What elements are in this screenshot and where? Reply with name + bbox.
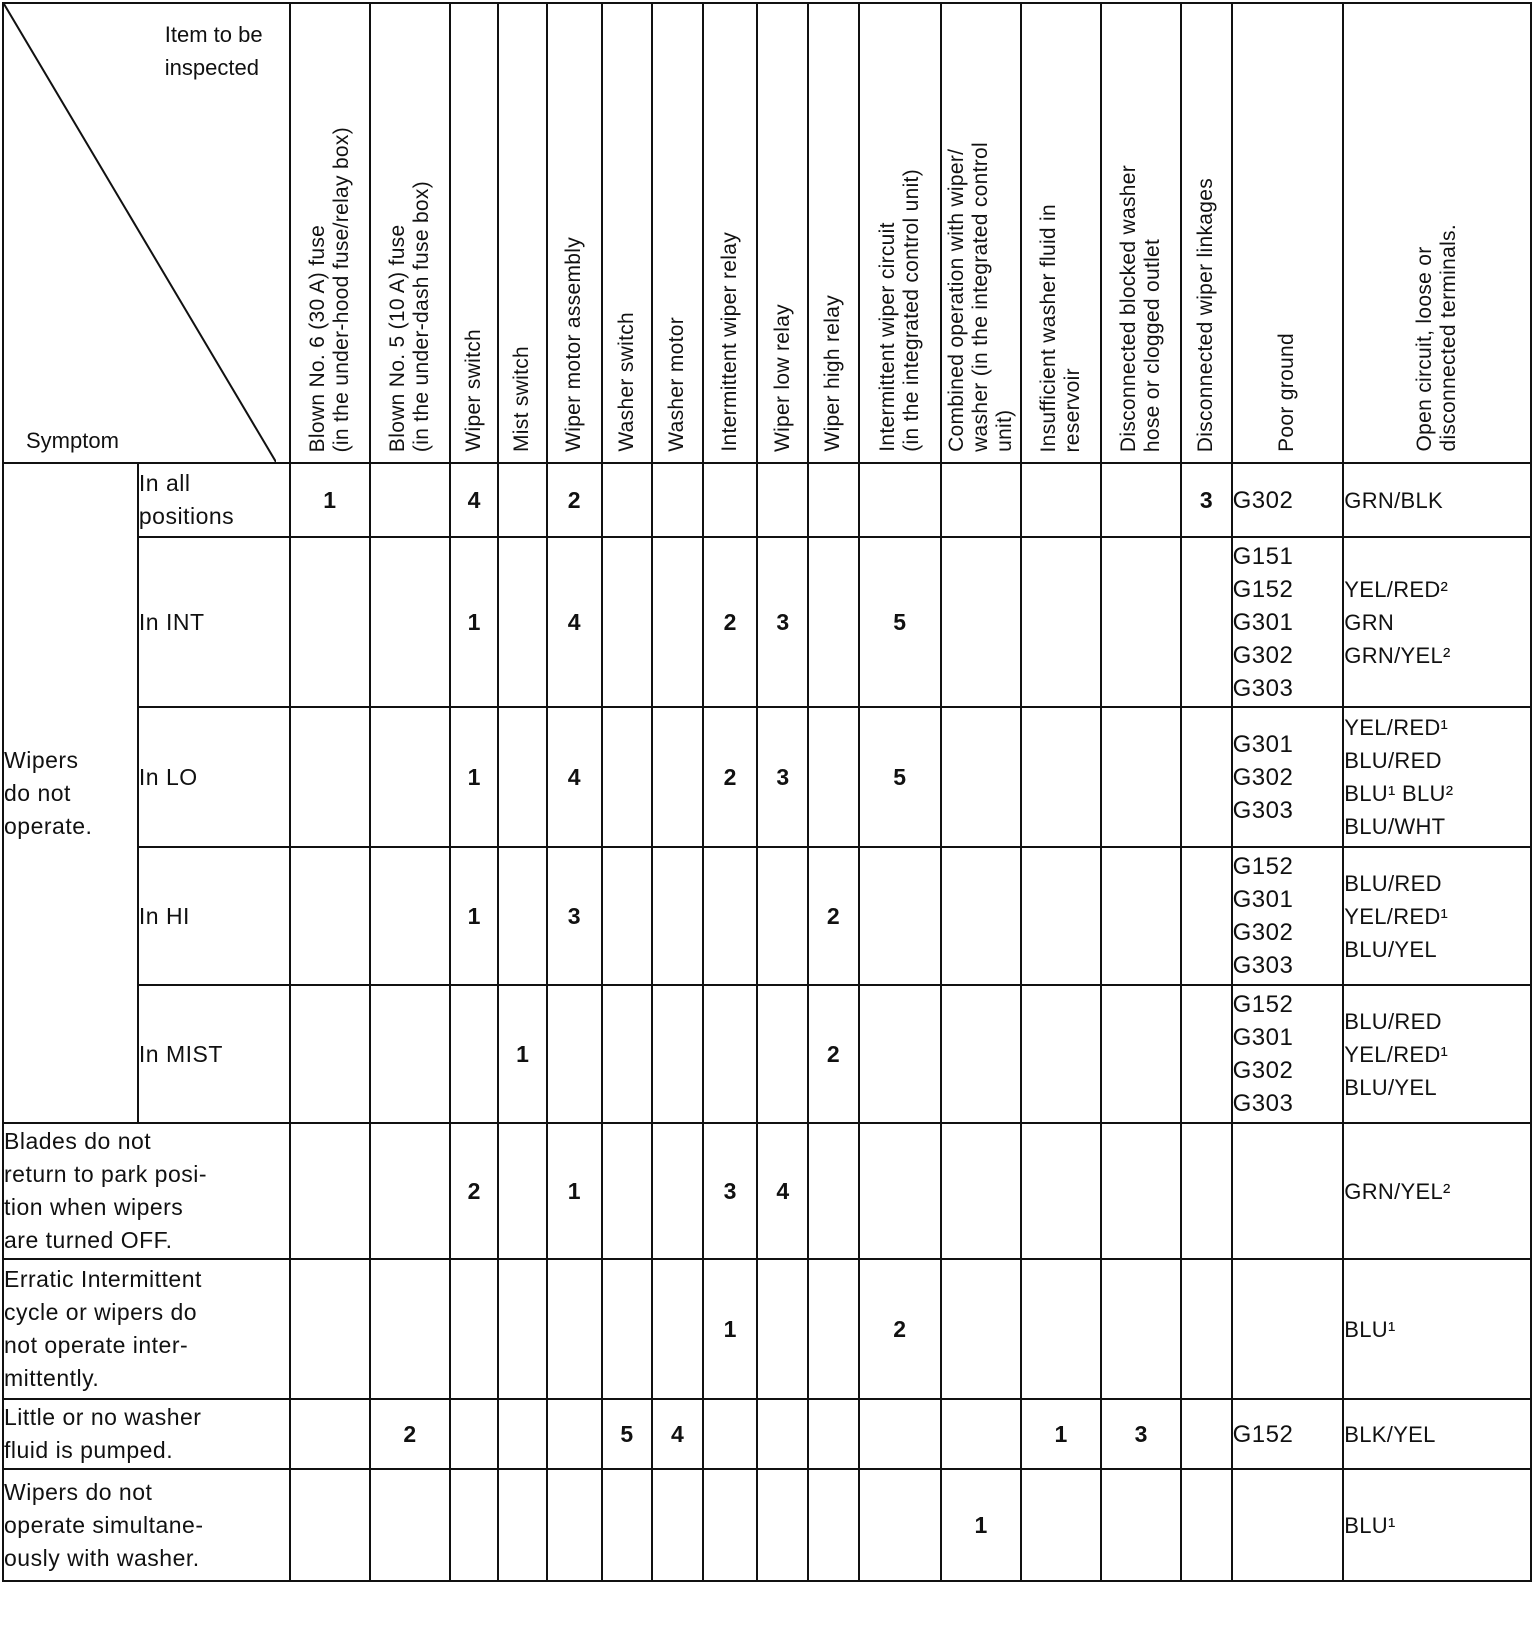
text-line: G152 <box>1232 853 1294 880</box>
text-line: BLK/YEL <box>1344 1421 1436 1447</box>
priority-cell <box>941 985 1021 1123</box>
poor-ground-cell <box>1232 985 1344 1123</box>
text-line: G301 <box>1232 886 1294 913</box>
priority-cell: 4 <box>757 1123 808 1259</box>
text-line: Blades do not <box>4 1128 152 1154</box>
text-line: Erratic Intermittent <box>4 1266 202 1292</box>
text-line: G303 <box>1232 1090 1294 1117</box>
priority-cell <box>1101 537 1181 707</box>
priority-cell <box>602 537 653 707</box>
text-line: G302 <box>1232 641 1294 669</box>
column-header-text: Blown No. 6 (30 A) fuse (in the under-hood fuse/relay box) <box>305 126 353 452</box>
priority-cell: 2 <box>370 1399 450 1469</box>
priority-cell <box>547 1469 602 1581</box>
poor-ground-cell <box>1232 463 1344 537</box>
priority-cell <box>1101 985 1181 1123</box>
poor-ground-cell <box>1232 847 1344 985</box>
priority-cell <box>859 985 941 1123</box>
priority-cell <box>1101 1259 1181 1399</box>
terminal-wires-cell <box>1343 985 1531 1123</box>
priority-cell <box>757 1399 808 1469</box>
column-header-wrap <box>603 4 652 462</box>
column-header-washer-motor <box>652 3 703 463</box>
priority-cell <box>602 985 653 1123</box>
priority-cell <box>703 985 758 1123</box>
priority-cell: 2 <box>703 707 758 847</box>
priority-cell: 1 <box>1021 1399 1101 1469</box>
priority-cell: 3 <box>1181 463 1232 537</box>
priority-cell <box>602 707 653 847</box>
column-header-text: Intermittent wiper circuit (in the integrated control unit) <box>875 169 923 452</box>
priority-cell <box>370 1259 450 1399</box>
text-line: return to park posi- <box>4 1161 208 1187</box>
priority-cell <box>498 1469 546 1581</box>
troubleshooting-table <box>2 2 1532 1582</box>
priority-cell <box>652 985 703 1123</box>
priority-cell <box>941 463 1021 537</box>
column-header-wrap <box>291 4 369 462</box>
symptom-label-blades-do-not-return-to-park-posi-tion-w <box>3 1123 290 1259</box>
priority-cell <box>290 537 370 707</box>
priority-cell <box>290 707 370 847</box>
text-line: Wipers <box>4 746 79 773</box>
priority-cell <box>941 847 1021 985</box>
priority-cell <box>652 1259 703 1399</box>
text-line: G302 <box>1232 919 1294 946</box>
priority-cell <box>1181 985 1232 1123</box>
text-line: G151 <box>1232 542 1294 570</box>
priority-cell <box>808 537 859 707</box>
text-line: In HI <box>138 902 190 929</box>
column-header-text: Mist switch <box>510 346 534 452</box>
symptom-label-in-int <box>138 537 290 707</box>
priority-cell <box>1181 1399 1232 1469</box>
priority-cell <box>547 1259 602 1399</box>
priority-cell: 1 <box>498 985 546 1123</box>
priority-cell: 5 <box>602 1399 653 1469</box>
priority-cell <box>602 463 653 537</box>
priority-cell: 1 <box>703 1259 758 1399</box>
priority-cell <box>1101 707 1181 847</box>
text-line: are turned OFF. <box>4 1227 173 1253</box>
column-header-wrap <box>499 4 545 462</box>
priority-cell <box>547 985 602 1123</box>
priority-cell <box>1181 1123 1232 1259</box>
header-row <box>3 3 1531 463</box>
column-header-open-circuit-loose-or-disconnected-termi <box>1343 3 1531 463</box>
priority-cell <box>1101 847 1181 985</box>
priority-cell <box>450 1259 498 1399</box>
column-header-text: Wiper high relay <box>821 295 845 452</box>
column-header-wrap <box>1102 4 1180 462</box>
priority-cell <box>652 847 703 985</box>
symptom-row <box>3 463 1531 537</box>
symptom-row <box>3 1399 1531 1469</box>
text-line: operate simultane- <box>4 1511 204 1538</box>
symptom-label-in-mist <box>138 985 290 1123</box>
priority-cell: 3 <box>757 707 808 847</box>
poor-ground-cell <box>1232 1469 1344 1581</box>
column-header-wiper-low-relay <box>757 3 808 463</box>
symptom-label-erratic-intermittent-cycle-or-wipers-do- <box>3 1259 290 1399</box>
priority-cell <box>602 1259 653 1399</box>
text-line: In MIST <box>138 1040 223 1067</box>
priority-cell: 1 <box>547 1123 602 1259</box>
priority-cell <box>450 1469 498 1581</box>
priority-cell <box>498 463 546 537</box>
priority-cell <box>941 707 1021 847</box>
text-line: G302 <box>1232 486 1294 514</box>
text-line: G152 <box>1232 575 1294 603</box>
text-line: Little or no washer <box>4 1404 202 1430</box>
priority-cell <box>703 1399 758 1469</box>
text-line: Wipers do not <box>4 1478 153 1505</box>
text-line: G303 <box>1232 952 1294 979</box>
column-header-text: Blown No. 5 (10 A) fuse (in the under-dash fuse box) <box>385 180 433 452</box>
column-header-text: Combined operation with wiper/ washer (in the integrated control unit) <box>944 142 1016 452</box>
priority-cell <box>703 1469 758 1581</box>
priority-cell: 4 <box>547 537 602 707</box>
column-header-text: Insufficient washer fluid in reservoir <box>1036 203 1084 452</box>
symptom-label-little-or-no-washer-fluid-is-pumped <box>3 1399 290 1469</box>
priority-cell <box>1181 1469 1232 1581</box>
priority-cell <box>1021 1123 1101 1259</box>
text-line: In LO <box>138 763 198 790</box>
priority-cell <box>652 1469 703 1581</box>
text-line: YEL/RED¹ <box>1344 903 1449 929</box>
priority-cell <box>602 847 653 985</box>
column-header-intermittent-wiper-relay <box>703 3 758 463</box>
priority-cell <box>859 1399 941 1469</box>
priority-cell <box>757 1469 808 1581</box>
priority-cell: 1 <box>450 537 498 707</box>
priority-cell <box>1181 707 1232 847</box>
column-header-disconnected-blocked-washer-hose-or-clog <box>1101 3 1181 463</box>
text-line: BLU/RED <box>1344 748 1442 773</box>
column-header-intermittent-wiper-circuit-in-the-integr <box>859 3 941 463</box>
text-line: YEL/RED¹ <box>1344 715 1449 740</box>
text-line: BLU/RED <box>1344 1008 1442 1034</box>
column-header-wrap <box>809 4 858 462</box>
priority-cell <box>1101 1123 1181 1259</box>
priority-cell <box>859 1123 941 1259</box>
text-line: operate. <box>4 812 93 839</box>
priority-cell <box>652 463 703 537</box>
priority-cell <box>1021 537 1101 707</box>
symptom-label-in-hi <box>138 847 290 985</box>
priority-cell: 3 <box>1101 1399 1181 1469</box>
text-line: In all <box>138 470 191 496</box>
symptom-row <box>3 707 1531 847</box>
priority-cell <box>1181 1259 1232 1399</box>
troubleshooting-sheet <box>2 2 1534 1634</box>
poor-ground-cell <box>1232 537 1344 707</box>
column-header-text: Wiper switch <box>462 329 485 452</box>
text-line: BLU/YEL <box>1344 1074 1437 1100</box>
symptom-label: Symptom <box>26 428 119 453</box>
text-line: G302 <box>1232 763 1294 791</box>
text-line: ously with washer. <box>4 1544 200 1571</box>
column-header-mist-switch <box>498 3 546 463</box>
priority-cell: 4 <box>652 1399 703 1469</box>
text-line: YEL/RED¹ <box>1344 1041 1449 1067</box>
column-header-text: Intermittent wiper relay <box>718 232 742 452</box>
priority-cell <box>1021 847 1101 985</box>
priority-cell <box>859 1469 941 1581</box>
priority-cell <box>1021 1469 1101 1581</box>
priority-cell <box>498 1123 546 1259</box>
text-line: not operate inter- <box>4 1332 189 1358</box>
priority-cell <box>652 537 703 707</box>
priority-cell <box>941 1259 1021 1399</box>
priority-cell: 3 <box>757 537 808 707</box>
priority-cell <box>703 847 758 985</box>
priority-cell <box>370 847 450 985</box>
priority-cell: 2 <box>547 463 602 537</box>
priority-cell <box>757 1259 808 1399</box>
column-header-combined-operation-with-wiper-washer-in- <box>941 3 1021 463</box>
symptom-label-in-lo <box>138 707 290 847</box>
text-line: G301 <box>1232 608 1294 636</box>
column-header-text: Washer motor <box>665 317 689 452</box>
priority-cell <box>1021 463 1101 537</box>
priority-cell: 1 <box>450 847 498 985</box>
column-header-insufficient-washer-fluid-in-reservoir <box>1021 3 1101 463</box>
column-header-text: Open circuit, loose or disconnected terminals. <box>1413 224 1461 452</box>
text-line: GRN/BLK <box>1344 487 1443 513</box>
priority-cell <box>498 847 546 985</box>
priority-cell <box>808 1399 859 1469</box>
priority-cell <box>859 463 941 537</box>
column-header-text: Washer switch <box>614 312 638 452</box>
priority-cell: 2 <box>703 537 758 707</box>
text-line: positions <box>138 503 235 529</box>
poor-ground-cell <box>1232 1259 1344 1399</box>
priority-cell <box>652 707 703 847</box>
text-line: BLU/YEL <box>1344 936 1437 962</box>
text-line: G301 <box>1232 1024 1294 1051</box>
priority-cell <box>808 1259 859 1399</box>
text-line: cycle or wipers do <box>4 1299 198 1325</box>
priority-cell <box>370 463 450 537</box>
item-to-be-inspected-label <box>165 18 263 84</box>
column-header-wrap <box>860 4 940 462</box>
priority-cell <box>808 463 859 537</box>
text-line: mittently. <box>4 1365 100 1391</box>
priority-cell <box>370 1469 450 1581</box>
column-header-text: Wiper low relay <box>770 303 794 452</box>
priority-cell <box>808 707 859 847</box>
symptom-row <box>3 1123 1531 1259</box>
priority-cell: 1 <box>450 707 498 847</box>
priority-cell <box>757 985 808 1123</box>
text-line: G303 <box>1232 796 1294 824</box>
text-line: G303 <box>1232 674 1294 702</box>
symptom-label-in-all-positions <box>138 463 290 537</box>
priority-cell <box>290 1123 370 1259</box>
column-header-blown-no-6-30-a-fuse-in-the-under-hood-f <box>290 3 370 463</box>
priority-cell <box>808 1123 859 1259</box>
symptom-row <box>3 847 1531 985</box>
column-header-wrap <box>1182 4 1231 462</box>
symptom-row <box>3 1259 1531 1399</box>
priority-cell <box>370 537 450 707</box>
terminal-wires-cell <box>1343 707 1531 847</box>
priority-cell: 3 <box>547 847 602 985</box>
priority-cell <box>370 985 450 1123</box>
text-line: inspected <box>164 55 259 80</box>
column-header-text: Disconnected blocked washer hose or clogged outlet <box>1116 164 1164 452</box>
priority-cell <box>450 985 498 1123</box>
symptom-group-label <box>3 463 138 1123</box>
terminal-wires-cell <box>1343 1123 1531 1259</box>
priority-cell <box>1021 985 1101 1123</box>
priority-cell <box>757 463 808 537</box>
text-line: GRN/YEL² <box>1344 642 1451 668</box>
column-header-wrap <box>1344 4 1530 462</box>
terminal-wires-cell <box>1343 1399 1531 1469</box>
priority-cell <box>370 707 450 847</box>
poor-ground-cell <box>1232 1123 1344 1259</box>
priority-cell <box>652 1123 703 1259</box>
priority-cell: 3 <box>703 1123 758 1259</box>
priority-cell: 4 <box>547 707 602 847</box>
column-header-washer-switch <box>602 3 653 463</box>
terminal-wires-cell <box>1343 537 1531 707</box>
priority-cell <box>941 537 1021 707</box>
column-header-text: Disconnected wiper linkages <box>1194 177 1218 452</box>
text-line: BLU/RED <box>1344 870 1442 896</box>
priority-cell: 5 <box>859 537 941 707</box>
text-line: do not <box>4 779 71 806</box>
priority-cell: 5 <box>859 707 941 847</box>
priority-cell <box>941 1399 1021 1469</box>
priority-cell <box>498 537 546 707</box>
text-line: G152 <box>1232 1420 1294 1448</box>
priority-cell <box>290 1399 370 1469</box>
priority-cell <box>859 847 941 985</box>
text-line: In INT <box>138 608 205 635</box>
text-line: tion when wipers <box>4 1194 184 1220</box>
priority-cell: 2 <box>808 985 859 1123</box>
priority-cell <box>1101 463 1181 537</box>
text-line: G302 <box>1232 1057 1294 1084</box>
column-header-disconnected-wiper-linkages <box>1181 3 1232 463</box>
priority-cell <box>547 1399 602 1469</box>
column-header-wrap <box>371 4 449 462</box>
priority-cell <box>290 985 370 1123</box>
priority-cell <box>1101 1469 1181 1581</box>
priority-cell: 2 <box>859 1259 941 1399</box>
priority-cell <box>757 847 808 985</box>
priority-cell <box>1021 1259 1101 1399</box>
corner-header-cell <box>3 3 290 463</box>
priority-cell <box>703 463 758 537</box>
priority-cell <box>941 1123 1021 1259</box>
priority-cell: 1 <box>290 463 370 537</box>
priority-cell <box>370 1123 450 1259</box>
column-header-wrap <box>1022 4 1100 462</box>
priority-cell: 1 <box>941 1469 1021 1581</box>
symptom-label-wipers-do-not-operate-simultane-ously-wi <box>3 1469 290 1581</box>
priority-cell <box>498 1259 546 1399</box>
text-line: fluid is pumped. <box>4 1437 174 1463</box>
text-line: GRN <box>1344 609 1395 635</box>
column-header-blown-no-5-10-a-fuse-in-the-under-dash-f <box>370 3 450 463</box>
text-line: BLU¹ <box>1344 1512 1396 1538</box>
priority-cell: 4 <box>450 463 498 537</box>
text-line: BLU¹ <box>1344 1316 1396 1342</box>
text-line: GRN/YEL² <box>1344 1178 1451 1204</box>
priority-cell <box>1181 847 1232 985</box>
column-header-wrap <box>653 4 702 462</box>
priority-cell <box>498 1399 546 1469</box>
column-header-poor-ground <box>1232 3 1344 463</box>
column-header-wiper-switch <box>450 3 498 463</box>
priority-cell <box>450 1399 498 1469</box>
symptom-row <box>3 1469 1531 1581</box>
text-line: BLU/WHT <box>1344 814 1446 839</box>
terminal-wires-cell <box>1343 1259 1531 1399</box>
priority-cell <box>498 707 546 847</box>
symptom-row <box>3 537 1531 707</box>
column-header-wrap <box>1233 4 1343 462</box>
priority-cell <box>290 847 370 985</box>
priority-cell <box>602 1469 653 1581</box>
column-header-wrap <box>758 4 807 462</box>
priority-cell <box>1021 707 1101 847</box>
text-line: Item to be <box>164 22 263 47</box>
text-line: BLU¹ BLU² <box>1344 781 1454 806</box>
text-line: G301 <box>1232 730 1294 758</box>
priority-cell: 2 <box>450 1123 498 1259</box>
poor-ground-cell <box>1232 707 1344 847</box>
column-header-wrap <box>548 4 601 462</box>
text-line: YEL/RED² <box>1344 576 1449 602</box>
poor-ground-cell <box>1232 1399 1344 1469</box>
column-header-wrap <box>704 4 757 462</box>
priority-cell <box>290 1469 370 1581</box>
priority-cell <box>290 1259 370 1399</box>
terminal-wires-cell <box>1343 847 1531 985</box>
symptom-row <box>3 985 1531 1123</box>
column-header-wiper-motor-assembly <box>547 3 602 463</box>
priority-cell: 2 <box>808 847 859 985</box>
column-header-text: Wiper motor assembly <box>562 237 586 452</box>
column-header-wrap <box>942 4 1020 462</box>
column-header-wiper-high-relay <box>808 3 859 463</box>
text-line: G152 <box>1232 991 1294 1018</box>
terminal-wires-cell <box>1343 1469 1531 1581</box>
priority-cell <box>808 1469 859 1581</box>
priority-cell <box>1181 537 1232 707</box>
column-header-wrap <box>451 4 497 462</box>
priority-cell <box>602 1123 653 1259</box>
terminal-wires-cell <box>1343 463 1531 537</box>
column-header-text: Poor ground <box>1275 333 1299 452</box>
